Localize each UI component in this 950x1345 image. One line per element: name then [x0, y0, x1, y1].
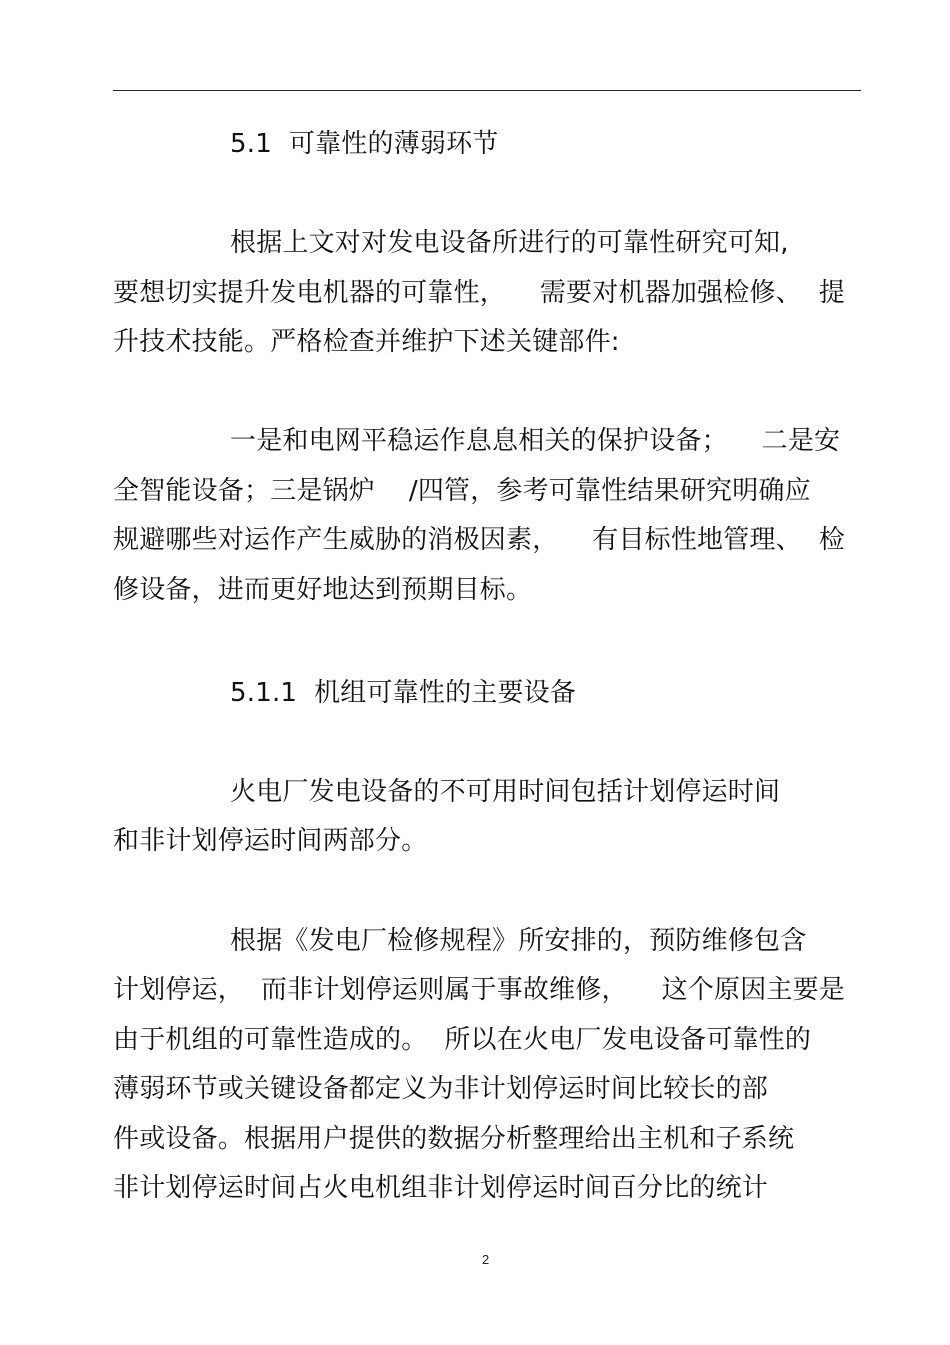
text-line: 非计划停运时间占火电机组非计划停运时间百分比的统计: [113, 1173, 769, 1203]
text-line: 和非计划停运时间两部分。: [113, 826, 428, 856]
section-heading-5-1: 5.1 可靠性的薄弱环节: [230, 129, 499, 159]
text-line: 规避哪些对运作产生威胁的消极因素， 有目标性地管理、 检: [113, 525, 845, 555]
text-line: 根据《发电厂检修规程》所安排的，预防维修包含: [230, 926, 807, 956]
text-line: 修设备，进而更好地达到预期目标。: [113, 575, 533, 605]
text-line: 件或设备。根据用户提供的数据分析整理给出主机和子系统: [113, 1124, 795, 1154]
text-line: 火电厂发电设备的不可用时间包括计划停运时间: [230, 777, 781, 807]
text-line: 升技术技能。严格检查并维护下述关键部件:: [113, 327, 620, 357]
text-line: 一是和电网平稳运作息息相关的保护设备； 二是安: [230, 426, 841, 456]
text-line: 全智能设备；三是锅炉 /四管，参考可靠性结果研究明确应: [113, 476, 811, 506]
text-line: 要想切实提升发电机器的可靠性， 需要对机器加强检修、 提: [113, 278, 845, 308]
text-line: 由于机组的可靠性造成的。 所以在火电厂发电设备可靠性的: [113, 1025, 812, 1055]
text-line: 薄弱环节或关键设备都定义为非计划停运时间比较长的部: [113, 1074, 769, 1104]
page-number: 2: [482, 1252, 490, 1267]
header-rule: [113, 90, 861, 91]
text-line: 计划停运， 而非计划停运则属于事故维修， 这个原因主要是: [113, 975, 845, 1005]
text-line: 根据上文对对发电设备所进行的可靠性研究可知,: [230, 228, 789, 258]
section-heading-5-1-1: 5.1.1 机组可靠性的主要设备: [230, 678, 577, 708]
